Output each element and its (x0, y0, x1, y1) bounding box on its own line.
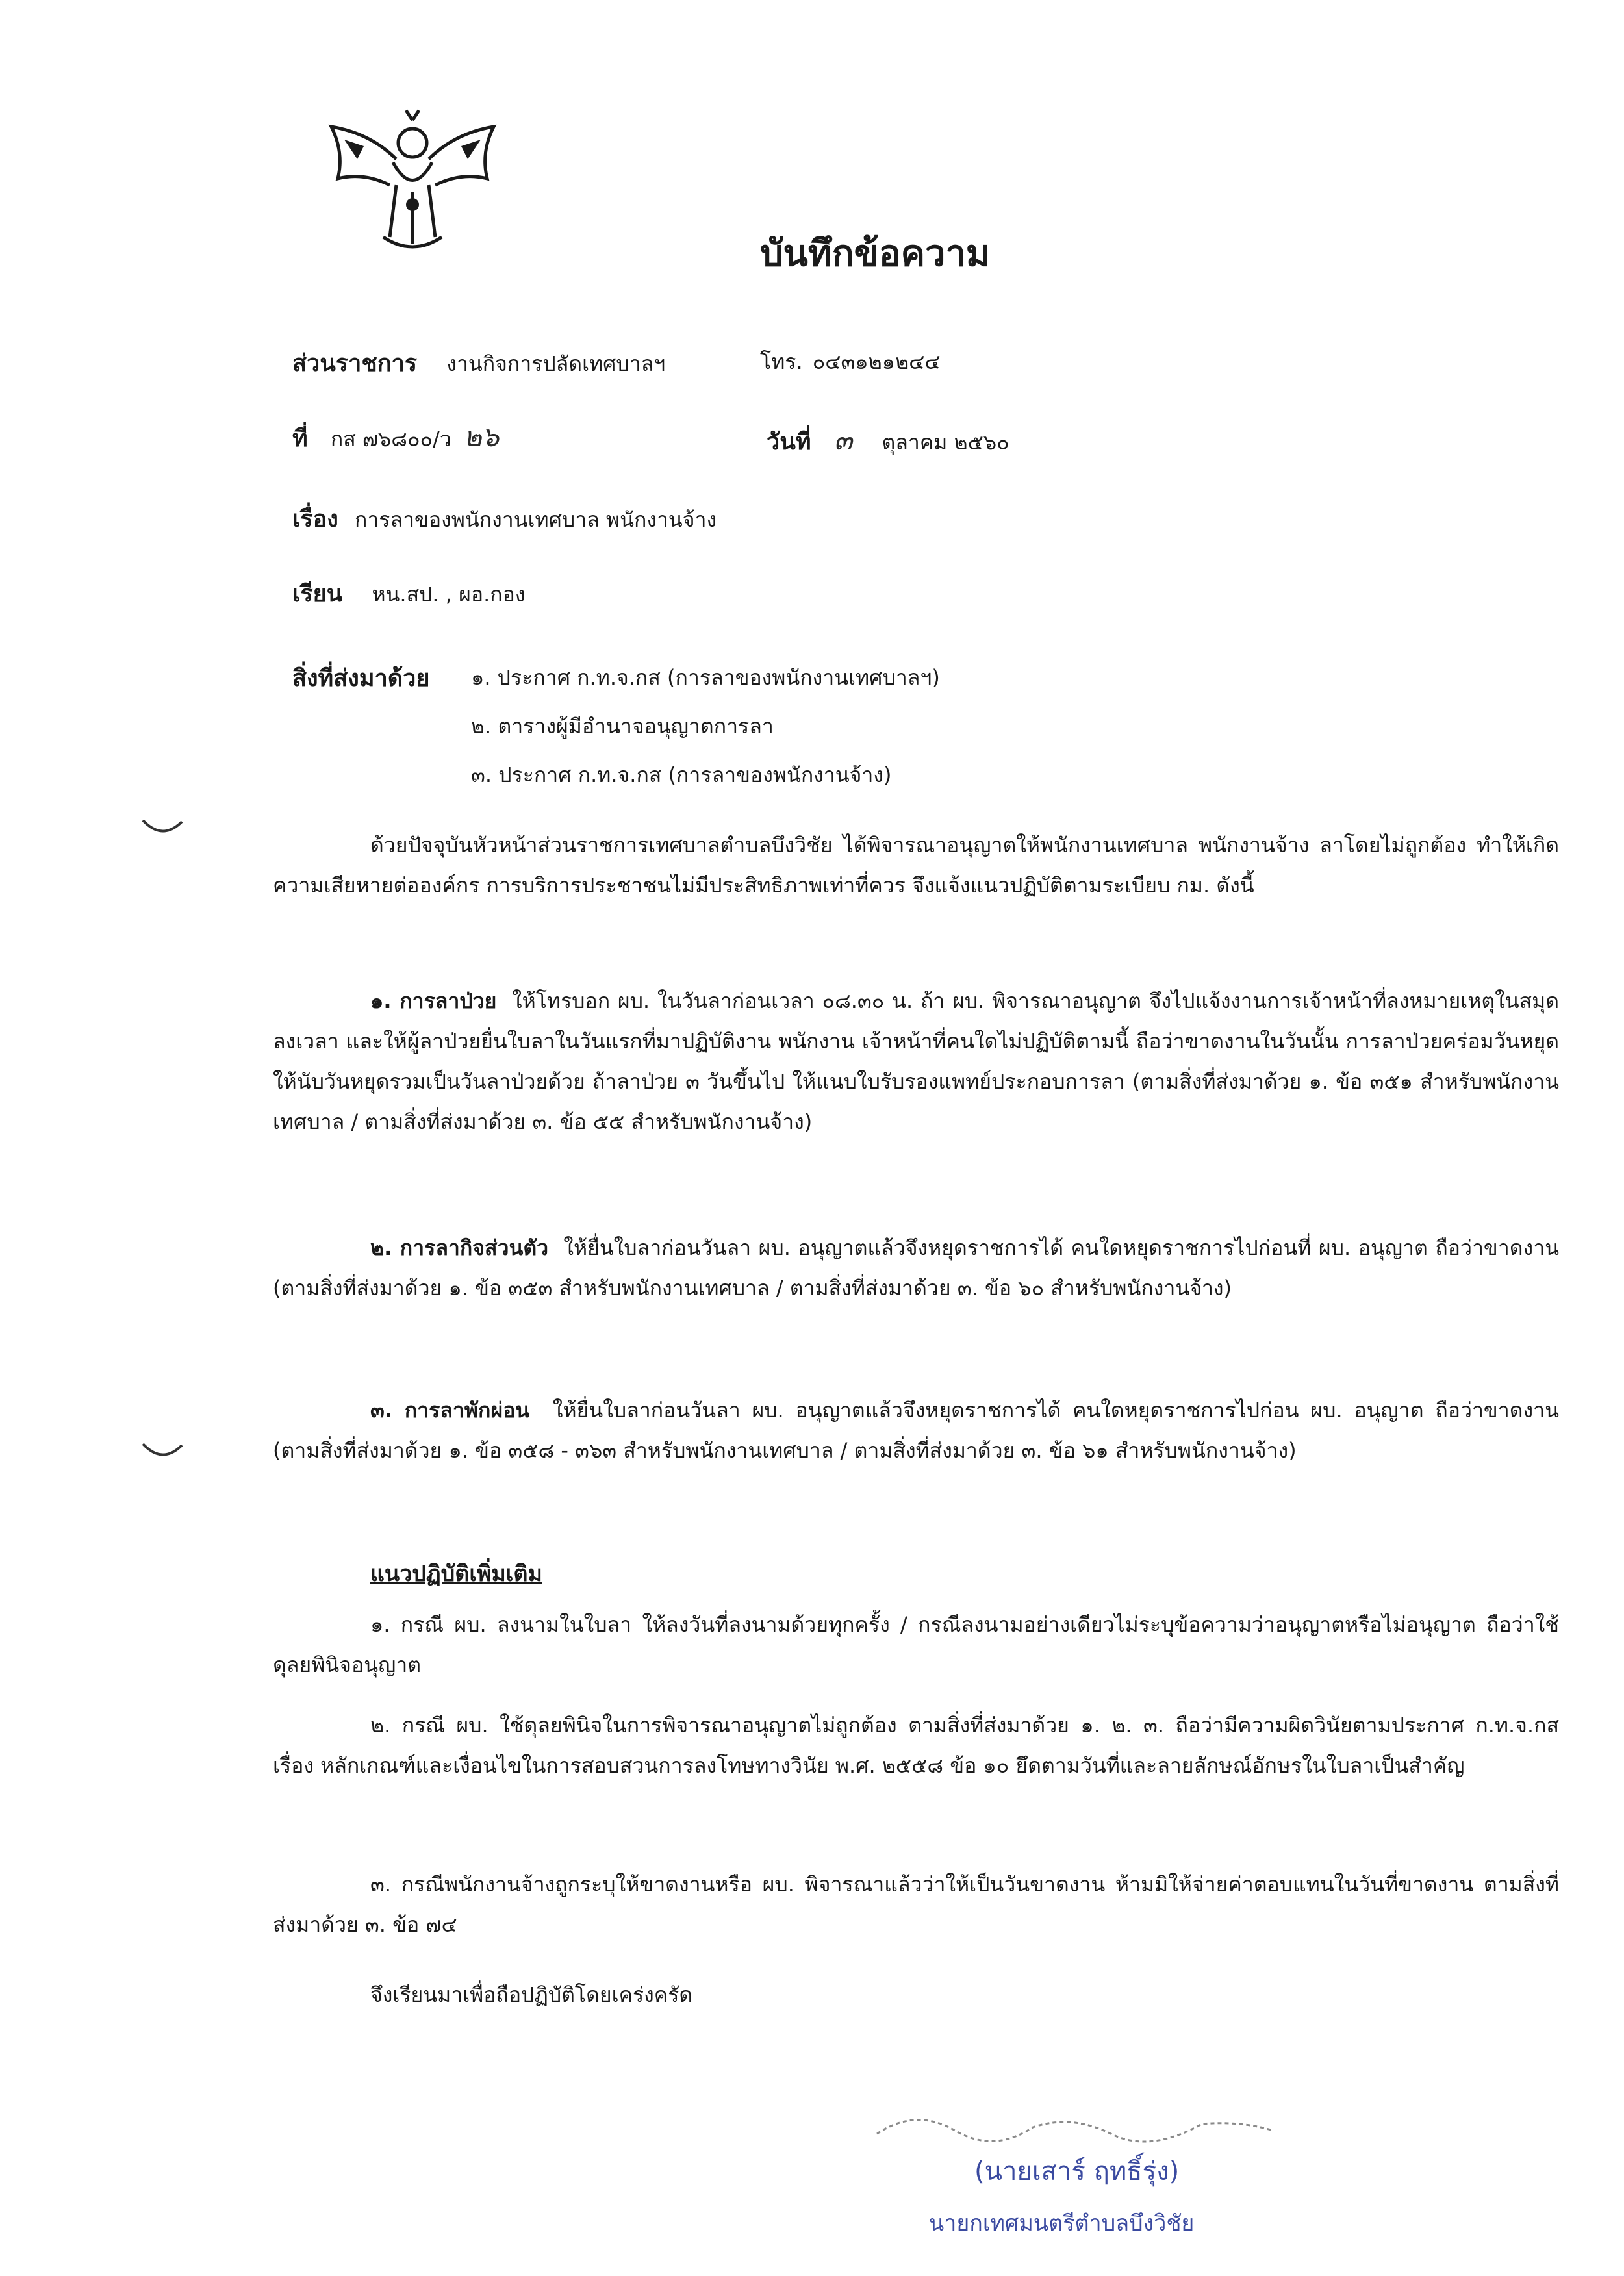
intro-paragraph (273, 825, 1559, 905)
item-vacation-leave (273, 1390, 1559, 1471)
item-text: ให้ยื่นใบลาก่อนวันลา ผบ. อนุญาตแล้วจึงหยุดราชการได้ คนใดหยุดราชการไปก่อน ผบ. อนุญาต ถือว่าขาดงาน (ตามสิ่งที่ส่งมาด้วย ๑. ข้อ ๓๕๘ - ๓๖๓ สำหรับพนักงานเทศบาล / ตามสิ่งที่ส่งมาด้วย ๓. ข้อ ๖๑ สำหรับพนักงานจ้าง) (273, 1398, 1560, 1463)
punch-hole-mark-icon (140, 815, 185, 841)
tel-row (760, 346, 941, 379)
item-sick-leave (273, 981, 1559, 1142)
subject-row (292, 500, 717, 537)
extra-item-text: ๑. กรณี ผบ. ลงนามในใบลา ให้ลงวันที่ลงนามด้วยทุกครั้ง / กรณีลงนามอย่างเดียวไม่ระบุข้อความว่าอนุญาตหรือไม่อนุญาต ถือว่าใช้ดุลยพินิจอนุญาต (273, 1612, 1559, 1677)
date-day-handwritten: ๓ (833, 424, 853, 456)
tel-value: ๐๔๓๑๒๑๒๔๔ (812, 349, 941, 374)
extra-item (273, 1864, 1559, 1945)
attachments-label: สิ่งที่ส่งมาด้วย (292, 665, 430, 692)
attachments-label-row (292, 659, 429, 696)
ref-label: ที่ (292, 425, 308, 452)
attachment-item: ๒. ตารางผู้มีอำนาจอนุญาตการลา (471, 714, 774, 739)
document-title: บันทึกข้อความ (760, 233, 990, 275)
signatory-name: (นายเสาร์ ฤทธิ์รุ่ง) (974, 2156, 1180, 2186)
extra-heading (370, 1556, 542, 1591)
date-label: วันที่ (767, 429, 811, 455)
date-row (767, 419, 1009, 462)
item-heading: ๒. การลากิจส่วนตัว (370, 1235, 549, 1260)
item-heading: ๑. การลาป่วย (370, 989, 497, 1013)
ref-row (292, 416, 499, 459)
signature-scribble-icon (864, 2101, 1286, 2153)
attachment-item: ๑. ประกาศ ก.ท.จ.กส (การลาของพนักงานเทศบาลฯ) (471, 665, 940, 690)
extra-item (273, 1705, 1559, 1786)
extra-item-text: ๒. กรณี ผบ. ใช้ดุลยพินิจในการพิจารณาอนุญาตไม่ถูกต้อง ตามสิ่งที่ส่งมาด้วย ๑. ๒. ๓. ถือว่ามีความผิดวินัยตามประกาศ ก.ท.จ.กส เรื่อง หลักเกณฑ์และเงื่อนไขในการสอบสวนการลงโทษทางวินัย พ.ศ. ๒๕๕๘ ข้อ ๑๐ ยึดตามวันที่และลายลักษณ์อักษรในใบลาเป็นสำคัญ (273, 1713, 1560, 1778)
closing-text: จึงเรียนมาเพื่อถือปฏิบัติโดยเคร่งครัด (370, 1982, 693, 2007)
tel-label: โทร. (760, 349, 803, 374)
to-row (292, 575, 525, 612)
garuda-emblem-icon (318, 107, 507, 257)
section-row (292, 344, 665, 381)
extra-heading-text: แนวปฏิบัติเพิ่มเติม (370, 1561, 542, 1587)
signatory-position: นายกเทศมนตรีตำบลบึงวิชัย (929, 2210, 1195, 2236)
item-personal-leave (273, 1228, 1559, 1308)
to-value: หน.สป. , ผอ.กอง (372, 582, 526, 607)
ref-value: กส ๗๖๘๐๐/ว (330, 427, 451, 451)
ref-handwritten-number: ๒๖ (463, 421, 500, 453)
punch-hole-mark-icon (140, 1439, 185, 1465)
date-month-year: ตุลาคม ๒๕๖๐ (882, 430, 1009, 455)
item-text: ให้ยื่นใบลาก่อนวันลา ผบ. อนุญาตแล้วจึงหยุดราชการได้ คนใดหยุดราชการไปก่อนที่ ผบ. อนุญาต ถือว่าขาดงาน (ตามสิ่งที่ส่งมาด้วย ๑. ข้อ ๓๕๓ สำหรับพนักงานเทศบาล / ตามสิ่งที่ส่งมาด้วย ๓. ข้อ ๖๐ สำหรับพนักงานจ้าง) (273, 1235, 1560, 1300)
extra-item-text: ๓. กรณีพนักงานจ้างถูกระบุให้ขาดงานหรือ ผบ. พิจารณาแล้วว่าให้เป็นวันขาดงาน ห้ามมิให้จ่ายค่าตอบแทนในวันที่ขาดงาน ตามสิ่งที่ส่งมาด้วย ๓. ข้อ ๗๔ (273, 1872, 1560, 1937)
attachment-item: ๓. ประกาศ ก.ท.จ.กส (การลาของพนักงานจ้าง) (471, 763, 892, 787)
closing-paragraph (273, 1975, 1559, 2015)
item-heading: ๓. การลาพักผ่อน (370, 1398, 530, 1422)
extra-item (273, 1604, 1559, 1685)
subject-label: เรื่อง (292, 506, 338, 533)
to-label: เรียน (292, 581, 343, 607)
item-text: ให้โทรบอก ผบ. ในวันลาก่อนเวลา ๐๘.๓๐ น. ถ้า ผบ. พิจารณาอนุญาต จึงไปแจ้งงานการเจ้าหน้าที่ลงหมายเหตุในสมุดลงเวลา และให้ผู้ลาป่วยยื่นใบลาในวันแรกที่มาปฏิบัติงาน พนักงาน เจ้าหน้าที่คนใดไม่ปฏิบัติตามนี้ ถือว่าขาดงานในวันนั้น การลาป่วยคร่อมวันหยุดให้นับวันหยุดรวมเป็นวันลาป่วยด้วย ถ้าลาป่วย ๓ วันขึ้นไป ให้แนบใบรับรองแพทย์ประกอบการลา (ตามสิ่งที่ส่งมาด้วย ๑. ข้อ ๓๕๑ สำหรับพนักงานเทศบาล / ตามสิ่งที่ส่งมาด้วย ๓. ข้อ ๕๕ สำหรับพนักงานจ้าง) (273, 989, 1560, 1134)
subject-value: การลาของพนักงานเทศบาล พนักงานจ้าง (354, 507, 717, 532)
section-value: งานกิจการปลัดเทศบาลฯ (446, 351, 666, 376)
intro-text: ด้วยปัจจุบันหัวหน้าส่วนราชการเทศบาลตำบลบึงวิชัย ได้พิจารณาอนุญาตให้พนักงานเทศบาล พนักงานจ้าง ลาโดยไม่ถูกต้อง ทำให้เกิดความเสียหายต่อองค์กร การบริการประชาชนไม่มีประสิทธิภาพเท่าที่ควร จึงแจ้งแนวปฏิบัติตามระเบียบ กม. ดังนี้ (273, 833, 1559, 898)
section-label: ส่วนราชการ (292, 350, 418, 377)
